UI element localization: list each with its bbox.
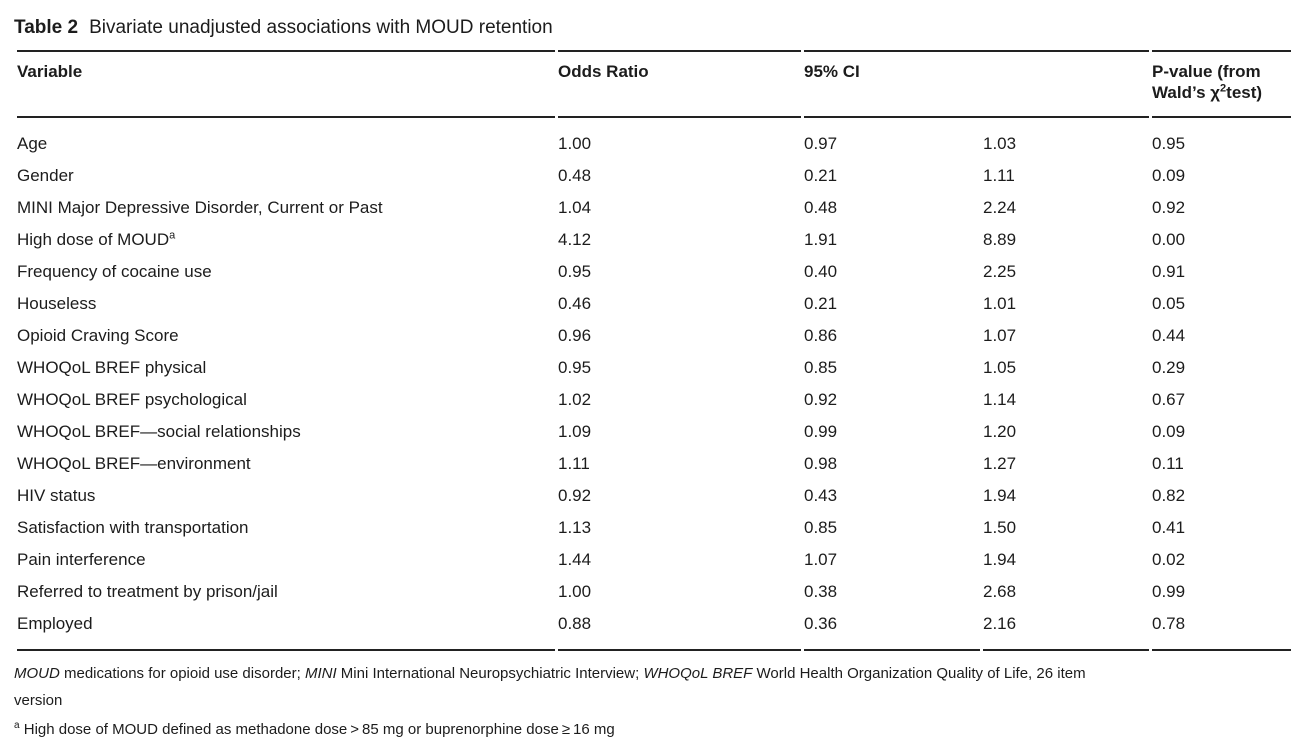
table-row (17, 256, 1291, 288)
ci-upper-cell: 2.24 (983, 198, 1017, 217)
ci-lower-cell: 0.21 (804, 294, 838, 313)
variable-cell: Houseless (17, 294, 97, 313)
footnote-high-dose (14, 719, 1294, 741)
table-body (17, 118, 1291, 651)
p-value-cell: 0.11 (1152, 454, 1184, 473)
odds-ratio-cell: 1.11 (558, 454, 590, 473)
variable-cell: High dose of MOUD$^a$ (17, 229, 176, 249)
table-caption: Bivariate unadjusted associations with MOUD retention (89, 17, 553, 38)
odds-ratio-cell: 1.00 (558, 134, 592, 153)
abbrev-whoqol: WHOQoL BREF (643, 665, 753, 682)
odds-ratio-cell: 1.04 (558, 198, 592, 217)
odds-ratio-cell: 4.12 (558, 230, 592, 249)
p-value-cell: 0.00 (1152, 230, 1186, 249)
odds-ratio-cell: 0.48 (558, 166, 592, 185)
variable-cell: Employed (17, 608, 555, 651)
p-value-cell: 0.02 (1152, 550, 1186, 569)
ci-lower-cell: 0.48 (804, 198, 838, 217)
footnote-wrap-line: version (14, 692, 63, 709)
ci-lower-cell: 0.38 (804, 582, 838, 601)
p-value-cell: 0.78 (1152, 608, 1291, 651)
ci-upper-cell: 8.89 (983, 230, 1017, 249)
pvalue-header-line2: Wald’s χ (1152, 83, 1221, 102)
ci-upper-cell: 1.50 (983, 518, 1017, 537)
ci-lower-cell: 0.99 (804, 422, 838, 441)
p-value-cell: 0.82 (1152, 486, 1186, 505)
odds-ratio-cell: 0.92 (558, 486, 592, 505)
pvalue-header-line2-end: test) (1226, 83, 1263, 102)
p-value-cell: 0.44 (1152, 326, 1186, 345)
footnote-a-marker: a (14, 720, 20, 731)
table-row (17, 192, 1291, 224)
abbrev-mini-definition: Mini International Neuropsychiatric Interview; (336, 665, 644, 682)
table-row (17, 352, 1291, 384)
ci-upper-cell: 1.03 (983, 134, 1017, 153)
p-value-cell: 0.29 (1152, 358, 1186, 377)
odds-ratio-cell: 1.00 (558, 582, 592, 601)
footnote-marker: a (169, 229, 176, 242)
associations-table (14, 50, 1294, 651)
footnote-a-text: High dose of MOUD defined as methadone dose > 85 mg or buprenorphine dose ≥ 16 mg (19, 721, 615, 738)
table-row (17, 416, 1291, 448)
ci-lower-cell: 0.40 (804, 262, 838, 281)
table-row (17, 384, 1291, 416)
table-row (17, 448, 1291, 480)
ci-upper-cell: 2.25 (983, 262, 1017, 281)
ci-upper-cell: 2.16 (983, 608, 1149, 651)
p-value-cell: 0.05 (1152, 294, 1186, 313)
abbrev-whoqol-definition: World Health Organization Quality of Life, 26 item (752, 665, 1086, 682)
ci-upper-cell: 1.14 (983, 390, 1017, 409)
ci-lower-cell: 0.85 (804, 358, 838, 377)
table-footnotes (14, 660, 1294, 741)
odds-ratio-cell: 1.09 (558, 422, 592, 441)
col-header-odds-ratio: Odds Ratio (558, 50, 801, 118)
variable-cell: Referred to treatment by prison/jail (17, 582, 278, 601)
table-row (17, 512, 1291, 544)
ci-lower-cell: 1.91 (804, 230, 838, 249)
odds-ratio-cell: 0.95 (558, 358, 592, 377)
ci-lower-cell: 0.85 (804, 518, 838, 537)
table-row (17, 224, 1291, 256)
abbrev-mini: MINI (304, 665, 337, 682)
ci-upper-cell: 1.01 (983, 294, 1017, 313)
ci-lower-cell: 0.97 (804, 134, 838, 153)
variable-cell: Age (17, 134, 48, 153)
ci-upper-cell: 1.94 (983, 486, 1017, 505)
col-header-95ci: 95% CI (804, 50, 1149, 118)
col-header-variable: Variable (17, 50, 555, 118)
col-header-pvalue (1152, 50, 1291, 118)
table-row (17, 118, 1291, 160)
odds-ratio-cell: 0.95 (558, 262, 592, 281)
ci-upper-cell: 1.94 (983, 550, 1017, 569)
ci-lower-cell: 0.86 (804, 326, 838, 345)
p-value-cell: 0.99 (1152, 582, 1186, 601)
odds-ratio-cell: 0.96 (558, 326, 592, 345)
ci-upper-cell: 1.27 (983, 454, 1017, 473)
table-row (17, 160, 1291, 192)
table-row (17, 480, 1291, 512)
odds-ratio-cell: 1.44 (558, 550, 592, 569)
variable-cell: Opioid Craving Score (17, 326, 179, 345)
chi-square-superscript: 2 (1220, 82, 1227, 95)
variable-cell: WHOQoL BREF physical (17, 358, 207, 377)
table-title (14, 16, 1294, 40)
ci-lower-cell: 1.07 (804, 550, 838, 569)
table-row (17, 544, 1291, 576)
ci-lower-cell: 0.92 (804, 390, 838, 409)
variable-cell: MINI Major Depressive Disorder, Current or Past (17, 198, 383, 217)
p-value-cell: 0.09 (1152, 166, 1186, 185)
ci-upper-cell: 1.05 (983, 358, 1017, 377)
table-row (17, 576, 1291, 608)
ci-lower-cell: 0.98 (804, 454, 838, 473)
ci-upper-cell: 1.20 (983, 422, 1017, 441)
p-value-cell: 0.95 (1152, 134, 1186, 153)
variable-cell: HIV status (17, 486, 96, 505)
ci-upper-cell: 2.68 (983, 582, 1017, 601)
ci-lower-cell: 0.21 (804, 166, 838, 185)
odds-ratio-cell: 0.88 (558, 608, 801, 651)
ci-upper-cell: 1.07 (983, 326, 1017, 345)
table-number: Table 2 (14, 17, 79, 38)
variable-cell: WHOQoL BREF psychological (17, 390, 247, 409)
p-value-cell: 0.67 (1152, 390, 1186, 409)
p-value-cell: 0.91 (1152, 262, 1186, 281)
odds-ratio-cell: 1.13 (558, 518, 592, 537)
variable-cell: WHOQoL BREF—social relationships (17, 422, 301, 441)
variable-cell: Satisfaction with transportation (17, 518, 249, 537)
table-row (17, 608, 1291, 651)
p-value-cell: 0.92 (1152, 198, 1186, 217)
ci-upper-cell: 1.11 (983, 166, 1015, 185)
variable-cell: Frequency of cocaine use (17, 262, 212, 281)
p-value-cell: 0.09 (1152, 422, 1186, 441)
table-row (17, 320, 1291, 352)
abbrev-moud: MOUD (14, 665, 60, 682)
table-header-row (17, 50, 1291, 118)
pvalue-header-line1: P-value (from (1152, 62, 1261, 81)
ci-lower-cell: 0.36 (804, 608, 980, 651)
variable-cell: Gender (17, 166, 74, 185)
abbrev-moud-definition: medications for opioid use disorder; (59, 665, 305, 682)
odds-ratio-cell: 1.02 (558, 390, 592, 409)
p-value-cell: 0.41 (1152, 518, 1186, 537)
variable-cell: WHOQoL BREF—environment (17, 454, 251, 473)
table-row (17, 288, 1291, 320)
variable-cell: Pain interference (17, 550, 146, 569)
ci-lower-cell: 0.43 (804, 486, 838, 505)
footnote-abbreviations (14, 660, 1294, 714)
odds-ratio-cell: 0.46 (558, 294, 592, 313)
